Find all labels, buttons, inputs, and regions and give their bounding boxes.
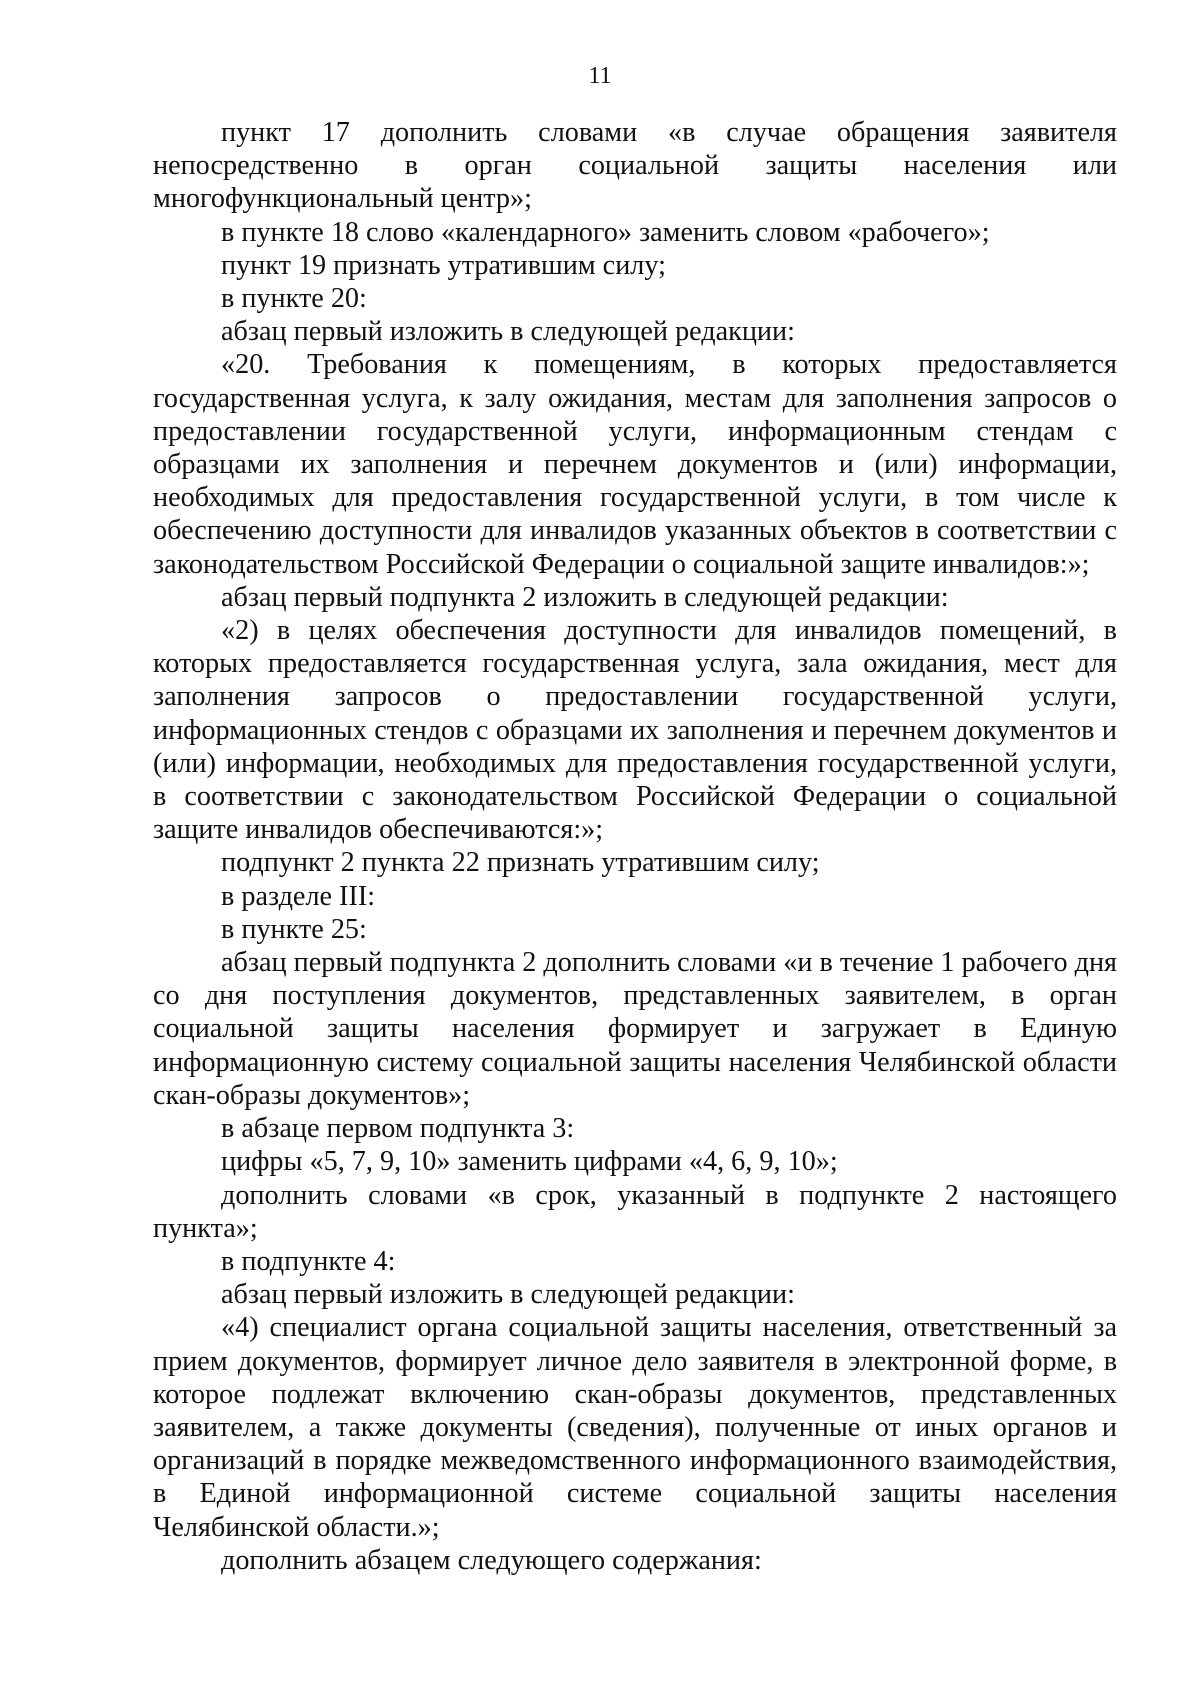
paragraph-item19: пункт 19 признать утратившим силу; <box>221 249 666 281</box>
page-number: 11 <box>588 63 612 89</box>
paragraph-subitem4-abzac: абзац первый изложить в следующей редакции: <box>221 1279 795 1311</box>
paragraph-subitem4-intro: в подпункте 4: <box>221 1245 396 1277</box>
paragraph-item25: в пункте 25: <box>221 913 367 945</box>
paragraph-subitem2-text: «2) в целях обеспечения доступности для инвалидов помещений, в которых предоставляется государственная услуга, зала ожидания, мест для заполнения запросов о предоставлении государственной услуги, информационных стендов с образцами их заполнения и перечнем документов и (или) информации, необходимых для предоставления государственной услуги, в соответствии с законодательством Российской Федерации о социальной защите инвалидов обеспечиваются:»; <box>153 615 1117 846</box>
paragraph-item18: в пункте 18 слово «календарного» заменить словом «рабочего»; <box>221 216 990 248</box>
paragraph-item25-subitem2: абзац первый подпункта 2 дополнить словами «и в течение 1 рабочего дня со дня поступления документов, представленных заявителем, в орган социальной защиты населения формирует и загружает в Единую информационную систему социальной защиты населения Челябинской области скан-образы документов»; <box>153 947 1117 1111</box>
document-body <box>153 116 1117 1577</box>
paragraph-subitem2-intro: абзац первый подпункта 2 изложить в следующей редакции: <box>221 581 949 613</box>
paragraph-add-words: дополнить словами «в срок, указанный в подпункте 2 настоящего пункта»; <box>153 1179 1117 1244</box>
paragraph-item20-text: «20. Требования к помещениям, в которых предоставляется государственная услуга, к залу ожидания, местам для заполнения запросов о предоставлении государственной услуги, информационным стендам с образцами их заполнения и перечнем документов и (или) информации, необходимых для предоставления государственной услуги, в том числе к обеспечению доступности для инвалидов указанных объектов в соответствии с законодательством Российской Федерации о социальной защите инвалидов:»; <box>153 349 1117 580</box>
paragraph-item20-intro: в пункте 20: <box>221 283 367 315</box>
paragraph-subitem4-text: «4) специалист органа социальной защиты населения, ответственный за прием документов, формирует личное дело заявителя в электронной форме, в которое подлежат включению скан-образы документов, представленных заявителем, а также документы (сведения), полученные от иных органов и организаций в порядке межведомственного информационного взаимодействия, в Единой информационной системе социальной защиты населения Челябинской области.»; <box>153 1312 1117 1543</box>
paragraph-add-abzac: дополнить абзацем следующего содержания: <box>221 1544 762 1576</box>
paragraph-first-abzac: абзац первый изложить в следующей редакции: <box>221 316 795 348</box>
paragraph-section3: в разделе III: <box>221 880 376 912</box>
paragraph-item22: подпункт 2 пункта 22 признать утратившим силу; <box>221 847 820 879</box>
paragraph-digits-replace: цифры «5, 7, 9, 10» заменить цифрами «4, 6, 9, 10»; <box>221 1146 838 1178</box>
paragraph-subitem3-intro: в абзаце первом подпункта 3: <box>221 1113 575 1145</box>
paragraph-item17: пункт 17 дополнить словами «в случае обращения заявителя непосредственно в орган социальной защиты населения или многофункциональный центр»; <box>153 117 1117 215</box>
